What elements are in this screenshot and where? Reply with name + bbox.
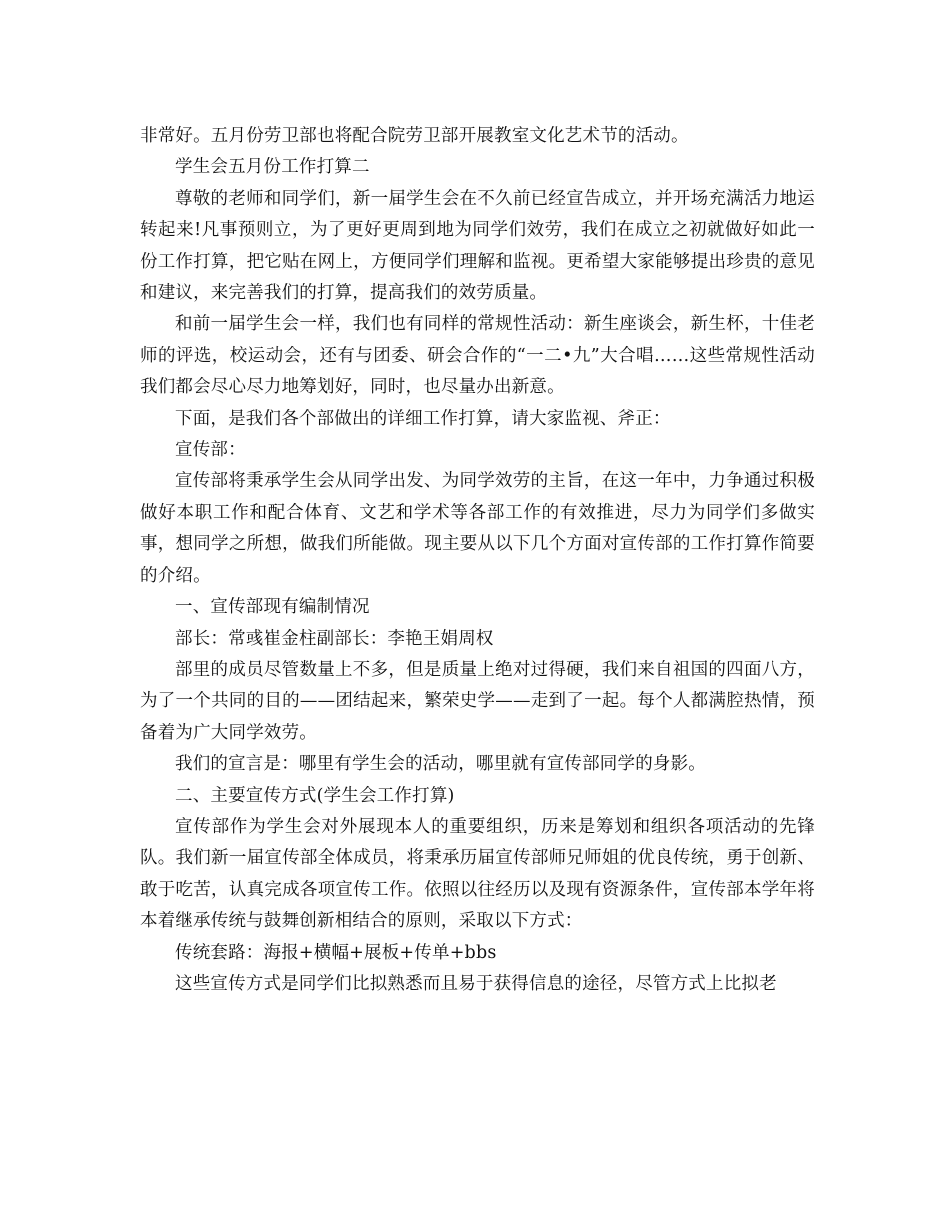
paragraph-7: 宣传部将秉承学生会从同学出发、为同学效劳的主旨，在这一年中，力争通过积极做好本职工作和配合体育、文艺和学术等各部工作的有效推进，尽力为同学们多做实事，想同学之所想，做我们所能做。现主要从以下几个方面对宣传部的工作打算作简要的介绍。 <box>140 471 815 586</box>
document-body <box>140 121 815 1000</box>
paragraph-4: 和前一届学生会一样，我们也有同样的常规性活动：新生座谈会，新生杯，十佳老师的评选，校运动会，还有与团委、研会合作的“一二•九”大合唱……这些常规性活动我们都会尽心尽力地筹划好，同时，也尽量办出新意。 <box>140 314 815 398</box>
paragraph-5: 下面，是我们各个部做出的详细工作打算，请大家监视、斧正： <box>175 408 671 429</box>
staff-list: 部长：常彧崔金柱副部长：李艳王娟周权 <box>175 628 494 649</box>
subheading-staffing: 一、宣传部现有编制情况 <box>175 597 370 618</box>
paragraph-15: 这些宣传方式是同学们比拟熟悉而且易于获得信息的途径，尽管方式上比拟老 <box>175 973 777 994</box>
paragraph-14: 传统套路：海报+横幅+展板+传单+bbs <box>175 942 497 963</box>
paragraph-10: 部里的成员尽管数量上不多，但是质量上绝对过得硬，我们来自祖国的四面八方，为了一个共同的目的——团结起来，繁荣史学——走到了一起。每个人都满腔热情，预备着为广大同学效劳。 <box>140 659 815 743</box>
paragraph-11: 我们的宣言是：哪里有学生会的活动，哪里就有宣传部同学的身影。 <box>175 754 706 775</box>
paragraph-13: 宣传部作为学生会对外展现本人的重要组织，历来是筹划和组织各项活动的先锋队。我们新一届宣传部全体成员，将秉承历届宣传部师兄师姐的优良传统，勇于创新、敢于吃苦，认真完成各项宣传工作。依照以往经历以及现有资源条件，宣传部本学年将本着继承传统与鼓舞创新相结合的原则，采取以下方式： <box>140 816 815 932</box>
section-heading-plan-two: 学生会五月份工作打算二 <box>175 157 370 178</box>
department-heading-publicity: 宣传部： <box>175 440 246 461</box>
paragraph-3: 尊敬的老师和同学们，新一届学生会在不久前已经宣告成立，并开场充满活力地运转起来!凡事预则立，为了更好更周到地为同学们效劳，我们在成立之初就做好如此一份工作打算，把它贴在网上，方便同学们理解和监视。更希望大家能够提出珍贵的意见和建议，来完善我们的打算，提高我们的效劳质量。 <box>140 188 815 304</box>
paragraph-1: 非常好。五月份劳卫部也将配合院劳卫部开展教室文化艺术节的活动。 <box>140 126 689 146</box>
subheading-methods: 二、主要宣传方式(学生会工作打算) <box>175 785 455 806</box>
